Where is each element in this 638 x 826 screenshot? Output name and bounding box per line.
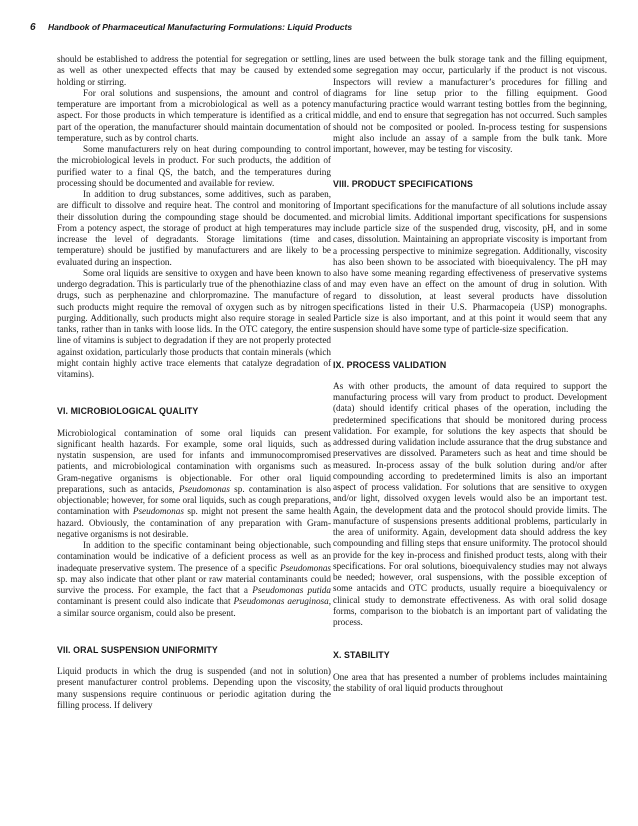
paragraph: should be established to address the potential for segregation or settling, as well as other unexpected effects that may be caused by extended holding or stirring.	[57, 54, 331, 87]
paragraph: One area that has presented a number of problems includes maintaining the stability of oral liquid products throughout	[333, 671, 607, 693]
paragraph: In addition to drug substances, some additives, such as paraben, are difficult to dissolve and require heat. The control and monitoring of their dissolution during the compounding stage should be documented. From a potency aspect, the storage of product at high temperatures may increase the level of degradants. Storage limitations (time and temperature) should be justified by manufacturers and are likely to be evaluated during an inspection.	[57, 189, 331, 267]
paragraph: Some manufacturers rely on heat during compounding to control the microbiological levels in product. For such products, the addition of purified water to a final QS, the batch, and the temperatures during processing should be documented and available for review.	[57, 144, 331, 188]
paragraph: For oral solutions and suspensions, the amount and control of temperature are important from a microbiological as well as a potency aspect. For those products in which temperature is identified as a critical part of the operation, the manufacturer should maintain documentation of temperature, such as by control charts.	[57, 87, 331, 143]
section-heading-microbiological-quality: VI. MICROBIOLOGICAL QUALITY	[57, 406, 199, 417]
italic-term: Pseudomonas	[279, 562, 332, 573]
italic-term: Pseudomonas aeruginosa	[233, 596, 329, 607]
section-heading-oral-suspension-uniformity: VII. ORAL SUSPENSION UNIFORMITY	[57, 644, 218, 655]
paragraph: Liquid products in which the drug is suspended (and not in solution) present manufacturer control problems. Depending upon the viscosity, many suspensions require continuous or periodic agitation during the filling process. If delivery	[57, 666, 331, 710]
italic-term: Pseudomonas	[178, 483, 230, 494]
paragraph: Microbiological contamination of some oral liquids can present significant health hazards. For example, some oral liquids, such as nystatin suspension, are used for infants and immunocompromised patients, and microbiological contamination with organisms such as Gram-negative organisms is objectionable. For other oral liquid preparations, such as antacids, Pseudomonas sp. contamination is also objectionable; however, for some oral liquids, such as cough preparations, contamination with Pseudomonas sp. might not present the same health hazard. Obviously, the contamination of any preparation with Gram-negative organisms is not desirable.	[57, 427, 332, 539]
italic-term: Pseudomonas	[132, 506, 184, 517]
right-column	[333, 54, 607, 694]
paragraph: Some oral liquids are sensitive to oxygen and have been known to undergo degradation. This is particularly true of the phenothiazine class of drugs, such as perphenazine and chlorpromazine. The manufacture of such products might require the removal of oxygen such as by nitrogen purging. Additionally, such products might also require storage in sealed tanks, rather than in tanks with loose lids. In the OTC category, the entire line of vitamins is subject to degradation if they are not properly protected against oxidation, particularly those products that contain minerals (which might contain highly active trace elements that catalyze degradation of vitamins).	[57, 267, 331, 379]
paragraph: lines are used between the bulk storage tank and the filling equipment, some segregation may occur, particularly if the product is not viscous. Inspectors will review a manufacturer’s procedures for filling and diagrams for line setup prior to the filling equipment. Good manufacturing practice would warrant testing bottles from the beginning, middle, and end to ensure that segregation has not occurred. Such samples should not be composited or pooled. In-process testing for suspensions might also include an assay of a sample from the bulk tank. More important, however, may be testing for viscosity.	[333, 54, 607, 154]
section-heading-product-specifications: VIII. PRODUCT SPECIFICATIONS	[333, 179, 473, 190]
running-header	[30, 22, 610, 36]
book-title: Handbook of Pharmaceutical Manufacturing Formulations: Liquid Products	[47, 22, 353, 32]
section-heading-stability: X. STABILITY	[333, 650, 390, 661]
paragraph: Important specifications for the manufacture of all solutions include assay and microbial limits. Additional important specifications for suspensions include particle size of the suspended drug, viscosity, pH, and in some cases, dissolution. Maintaining an appropriate viscosity is important from a processing perspective to minimize segregation. Additionally, viscosity has also been shown to be associated with bioequivalency. The pH may also have some meaning regarding effectiveness of preservative systems and may even have an effect on the amount of drug in solution. With regard to dissolution, at least several products have dissolution specifications listed in their U.S. Pharmacopeia (USP) monographs. Particle size is also important, and at this point it would seem that any suspension should have some type of particle-size specification.	[333, 200, 607, 335]
italic-term: Pseudomonas putida	[252, 585, 331, 595]
paragraph: As with other products, the amount of data required to support the manufacturing process will vary from product to product. Development (data) should identify critical phases of the operation, including the predetermined specifications that should be monitored during process validation. For example, for solutions the key aspects that should be addressed during validation include assurance that the drug substance and preservatives are dissolved. Parameters such as heat and time should be measured. In-process assay of the bulk solution during and/or after compounding according to predetermined limits is also an important aspect of process validation. For solutions that are sensitive to oxygen and/or light, dissolved oxygen levels would also be an important test. Again, the development data and the protocol should provide limits. The manufacture of suspensions presents additional problems, particularly in the area of uniformity. Again, development data should address the key compounding and filling steps that ensure uniformity. The protocol should provide for the key in-process and finished product tests, along with their specifications. For oral solutions, bioequivalency studies may not always be needed; however, oral suspensions, with the possible exception of some antacids and OTC products, usually require a bioequivalency or clinical study to demonstrate effectiveness. As with oral solid dosage forms, comparison to the biobatch is an important part of validating the process.	[333, 380, 607, 627]
paragraph: In addition to the specific contaminant being objectionable, such contamination would be indicative of a deficient process as well as an inadequate preservative system. The presence of a specific Pseudomonas sp. may also indicate that other plant or raw material contaminants could survive the process. For example, the fact that a Pseudomonas putida contaminant is present could also indicate that Pseudomonas aeruginosa, a similar source organism, could also be present.	[57, 540, 332, 618]
left-column	[57, 54, 331, 711]
page-number: 6	[30, 22, 36, 33]
section-heading-process-validation: IX. PROCESS VALIDATION	[333, 359, 447, 370]
